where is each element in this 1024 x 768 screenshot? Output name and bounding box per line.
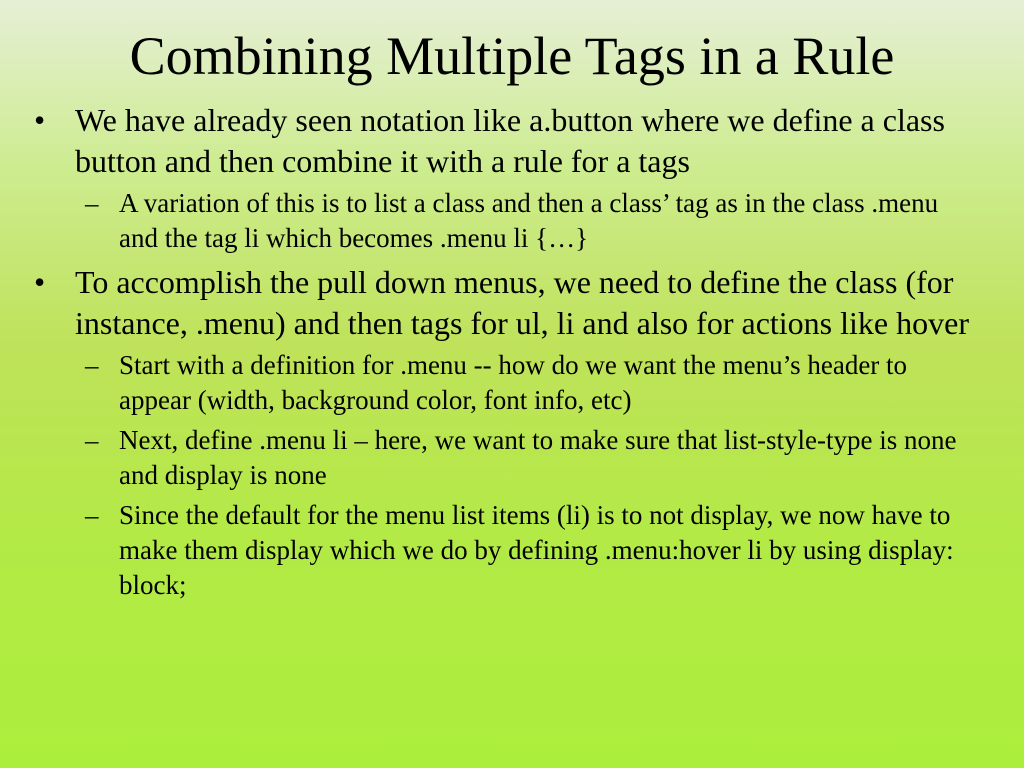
sub-bullet-list xyxy=(75,348,990,603)
bullet-marker: • xyxy=(34,102,46,138)
sub-bullet-marker: – xyxy=(85,350,99,380)
sub-bullet-text: Start with a definition for .menu -- how do we want the menu’s header to appear (width, background color, font info, etc) xyxy=(119,350,908,415)
sub-bullet-item xyxy=(75,423,990,493)
sub-bullet-list xyxy=(75,186,990,256)
bullet-marker: • xyxy=(34,264,46,300)
sub-bullet-marker: – xyxy=(85,500,99,530)
bullet-list xyxy=(30,100,990,609)
sub-bullet-marker: – xyxy=(85,188,99,218)
bullet-text: We have already seen notation like a.button where we define a class button and then combine it with a rule for a tags xyxy=(75,102,945,179)
bullet-item xyxy=(30,100,990,256)
sub-bullet-text: Next, define .menu li – here, we want to make sure that list-style-type is none and display is none xyxy=(119,425,957,490)
sub-bullet-text: A variation of this is to list a class and then a class’ tag as in the class .menu and the tag li which becomes .menu li {…} xyxy=(119,188,939,253)
sub-bullet-item xyxy=(75,348,990,418)
sub-bullet-item xyxy=(75,498,990,603)
sub-bullet-text: Since the default for the menu list items (li) is to not display, we now have to make them display which we do by defining .menu:hover li by using display: block; xyxy=(119,500,954,600)
slide-title: Combining Multiple Tags in a Rule xyxy=(129,26,895,86)
bullet-text: To accomplish the pull down menus, we need to define the class (for instance, .menu) and then tags for ul, li and also for actions like hover xyxy=(75,264,969,341)
sub-bullet-marker: – xyxy=(85,425,99,455)
bullet-item xyxy=(30,262,990,603)
sub-bullet-item xyxy=(75,186,990,256)
